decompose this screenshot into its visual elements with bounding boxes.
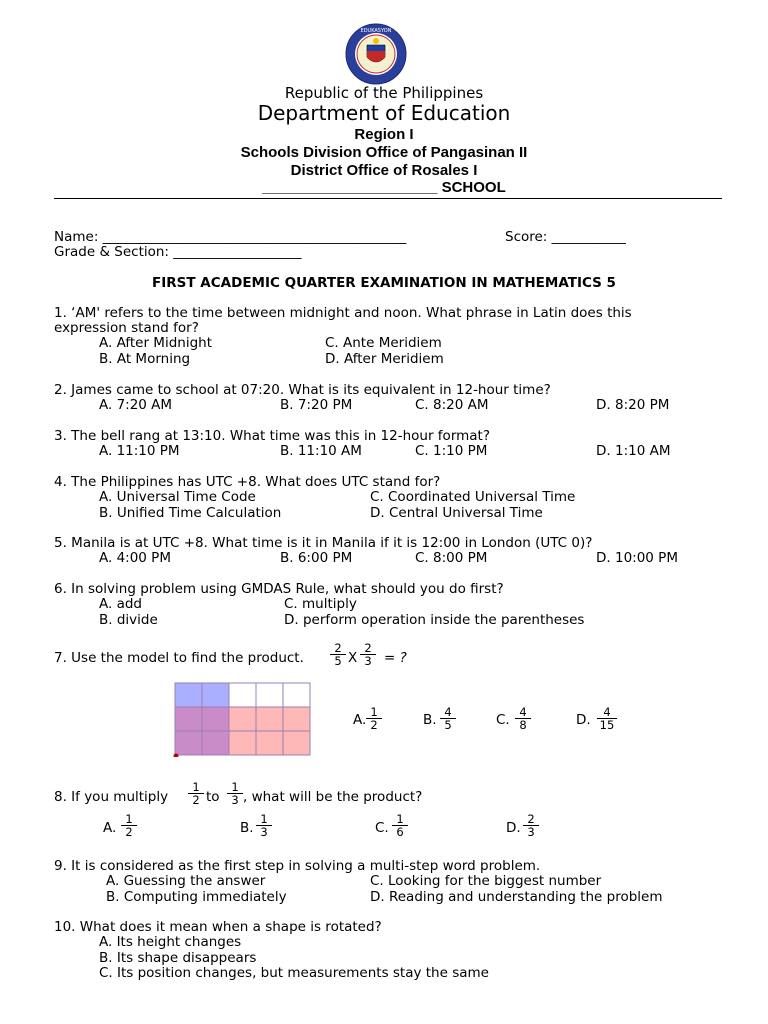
q2-option-a[interactable]: A. 7:20 AM (99, 397, 173, 413)
q7-fraction-2 (360, 642, 376, 667)
division-line: Schools Division Office of Pangasinan II (240, 144, 528, 161)
question-3: 3. The bell rang at 13:10. What time was this in 12-hour format? (54, 428, 491, 444)
model-cell (229, 683, 256, 707)
q5-option-a[interactable]: A. 4:00 PM (99, 550, 171, 566)
q6-option-a[interactable]: A. add (99, 596, 142, 612)
q8-option-b-label[interactable]: B. (240, 820, 254, 836)
name-field[interactable]: Name: _____________________________________________ (54, 229, 407, 245)
q10-option-c[interactable]: C. Its position changes, but measurements stay the same (99, 965, 489, 981)
denominator: 15 (597, 718, 617, 731)
model-cell (256, 707, 283, 731)
q5-option-d[interactable]: D. 10:00 PM (596, 550, 678, 566)
numerator: 1 (125, 812, 133, 826)
grade-section-field[interactable]: Grade & Section: ___________________ (54, 244, 302, 260)
school-line: _____________________ SCHOOL (262, 179, 506, 196)
numerator: 4 (444, 705, 452, 719)
question-2: 2. James came to school at 07:20. What is its equivalent in 12-hour time? (54, 382, 551, 398)
q8-option-a-fraction[interactable] (121, 813, 137, 838)
question-6: 6. In solving problem using GMDAS Rule, what should you do first? (54, 581, 504, 597)
deped-seal (345, 23, 407, 85)
q7-option-a-fraction[interactable] (366, 706, 382, 731)
question-5: 5. Manila is at UTC +8. What time is it in Manila if it is 12:00 in London (UTC 0)? (54, 535, 593, 551)
times-sign: X (348, 650, 358, 666)
q8-fraction-2 (227, 781, 243, 806)
question-1-line2: expression stand for? (54, 320, 199, 336)
model-cell (175, 707, 202, 731)
model-cell (229, 707, 256, 731)
q4-option-c[interactable]: C. Coordinated Universal Time (370, 489, 576, 505)
q7-option-c-label[interactable]: C. (496, 712, 510, 728)
q1-option-b[interactable]: B. At Morning (99, 351, 191, 367)
svg-text:EDUKASYON: EDUKASYON (360, 28, 392, 34)
q5-option-b[interactable]: B. 6:00 PM (280, 550, 353, 566)
question-8-suffix: , what will be the product? (243, 789, 423, 805)
question-9: 9. It is considered as the first step in solving a multi-step word problem. (54, 858, 541, 874)
score-field[interactable]: Score: ___________ (505, 229, 626, 245)
denominator: 3 (227, 793, 243, 806)
q7-option-b-label[interactable]: B. (423, 712, 437, 728)
question-1-line1: 1. ‘AM' refers to the time between midnight and noon. What phrase in Latin does this (54, 305, 632, 321)
q10-option-a[interactable]: A. Its height changes (99, 934, 242, 950)
model-cell (283, 731, 310, 755)
q2-option-c[interactable]: C. 8:20 AM (415, 397, 489, 413)
denominator: 2 (188, 793, 204, 806)
numerator: 2 (334, 641, 342, 655)
q3-option-d[interactable]: D. 1:10 AM (596, 443, 671, 459)
q3-option-c[interactable]: C. 1:10 PM (415, 443, 488, 459)
model-cell (202, 731, 229, 755)
denominator: 5 (330, 654, 346, 667)
numerator: 1 (370, 705, 378, 719)
numerator: 1 (231, 780, 239, 794)
q1-option-d[interactable]: D. After Meridiem (325, 351, 444, 367)
q2-option-d[interactable]: D. 8:20 PM (596, 397, 670, 413)
q7-option-c-fraction[interactable] (515, 706, 531, 731)
model-cell (229, 731, 256, 755)
numerator: 2 (364, 641, 372, 655)
denominator: 6 (392, 825, 408, 838)
q7-fraction-1 (330, 642, 346, 667)
model-cell (283, 683, 310, 707)
equals-question: = ? (384, 650, 407, 666)
department-title: Department of Education (257, 101, 511, 125)
denominator: 2 (366, 718, 382, 731)
q8-fraction-1 (188, 781, 204, 806)
denominator: 3 (360, 654, 376, 667)
q9-option-c[interactable]: C. Looking for the biggest number (370, 873, 602, 889)
question-8-prefix: 8. If you multiply (54, 789, 169, 805)
q6-option-b[interactable]: B. divide (99, 612, 158, 628)
denominator: 8 (515, 718, 531, 731)
q7-option-a-label[interactable]: A. (353, 712, 367, 728)
q8-option-d-fraction[interactable] (523, 813, 539, 838)
denominator: 2 (121, 825, 137, 838)
q3-option-b[interactable]: B. 11:10 AM (280, 443, 362, 459)
numerator: 4 (519, 705, 527, 719)
q4-option-b[interactable]: B. Unified Time Calculation (99, 505, 282, 521)
numerator: 1 (260, 812, 268, 826)
q7-option-d-label[interactable]: D. (576, 712, 591, 728)
q9-option-d[interactable]: D. Reading and understanding the problem (370, 889, 663, 905)
model-cell (202, 683, 229, 707)
denominator: 3 (523, 825, 539, 838)
q6-option-c[interactable]: C. multiply (284, 596, 357, 612)
question-4: 4. The Philippines has UTC +8. What does UTC stand for? (54, 474, 441, 490)
question-10: 10. What does it mean when a shape is rotated? (54, 919, 382, 935)
fraction-model-grid (172, 681, 317, 757)
republic-line: Republic of the Philippines (284, 84, 484, 102)
q1-option-c[interactable]: C. Ante Meridiem (325, 335, 442, 351)
model-cell (283, 707, 310, 731)
q7-option-d-fraction[interactable] (597, 706, 617, 731)
header-divider (54, 198, 722, 199)
exam-title: FIRST ACADEMIC QUARTER EXAMINATION IN MATHEMATICS 5 (152, 275, 616, 291)
q4-option-d[interactable]: D. Central Universal Time (370, 505, 543, 521)
q5-option-c[interactable]: C. 8:00 PM (415, 550, 488, 566)
q3-option-a[interactable]: A. 11:10 PM (99, 443, 180, 459)
question-8-to: to (206, 789, 220, 805)
q8-option-c-fraction[interactable] (392, 813, 408, 838)
q2-option-b[interactable]: B. 7:20 PM (280, 397, 353, 413)
q9-option-a[interactable]: A. Guessing the answer (106, 873, 266, 889)
question-7: 7. Use the model to find the product. (54, 650, 304, 666)
q9-option-b[interactable]: B. Computing immediately (106, 889, 287, 905)
model-cell (175, 683, 202, 707)
q1-option-a[interactable]: A. After Midnight (99, 335, 212, 351)
model-cell (175, 731, 202, 755)
q10-option-b[interactable]: B. Its shape disappears (99, 950, 257, 966)
numerator: 4 (603, 705, 611, 719)
denominator: 5 (440, 718, 456, 731)
q8-option-c-label[interactable]: C. (375, 820, 389, 836)
model-cell (256, 683, 283, 707)
numerator: 2 (527, 812, 535, 826)
district-line: District Office of Rosales I (290, 162, 478, 179)
q8-option-b-fraction[interactable] (256, 813, 272, 838)
region-line: Region I (354, 126, 414, 143)
q7-option-b-fraction[interactable] (440, 706, 456, 731)
q4-option-a[interactable]: A. Universal Time Code (99, 489, 256, 505)
denominator: 3 (256, 825, 272, 838)
numerator: 1 (396, 812, 404, 826)
q6-option-d[interactable]: D. perform operation inside the parentheses (284, 612, 585, 628)
q8-option-d-label[interactable]: D. (506, 820, 521, 836)
model-cell (256, 731, 283, 755)
q8-option-a-label[interactable]: A. (103, 820, 117, 836)
fraction-model (172, 681, 317, 757)
model-cell (202, 707, 229, 731)
numerator: 1 (192, 780, 200, 794)
